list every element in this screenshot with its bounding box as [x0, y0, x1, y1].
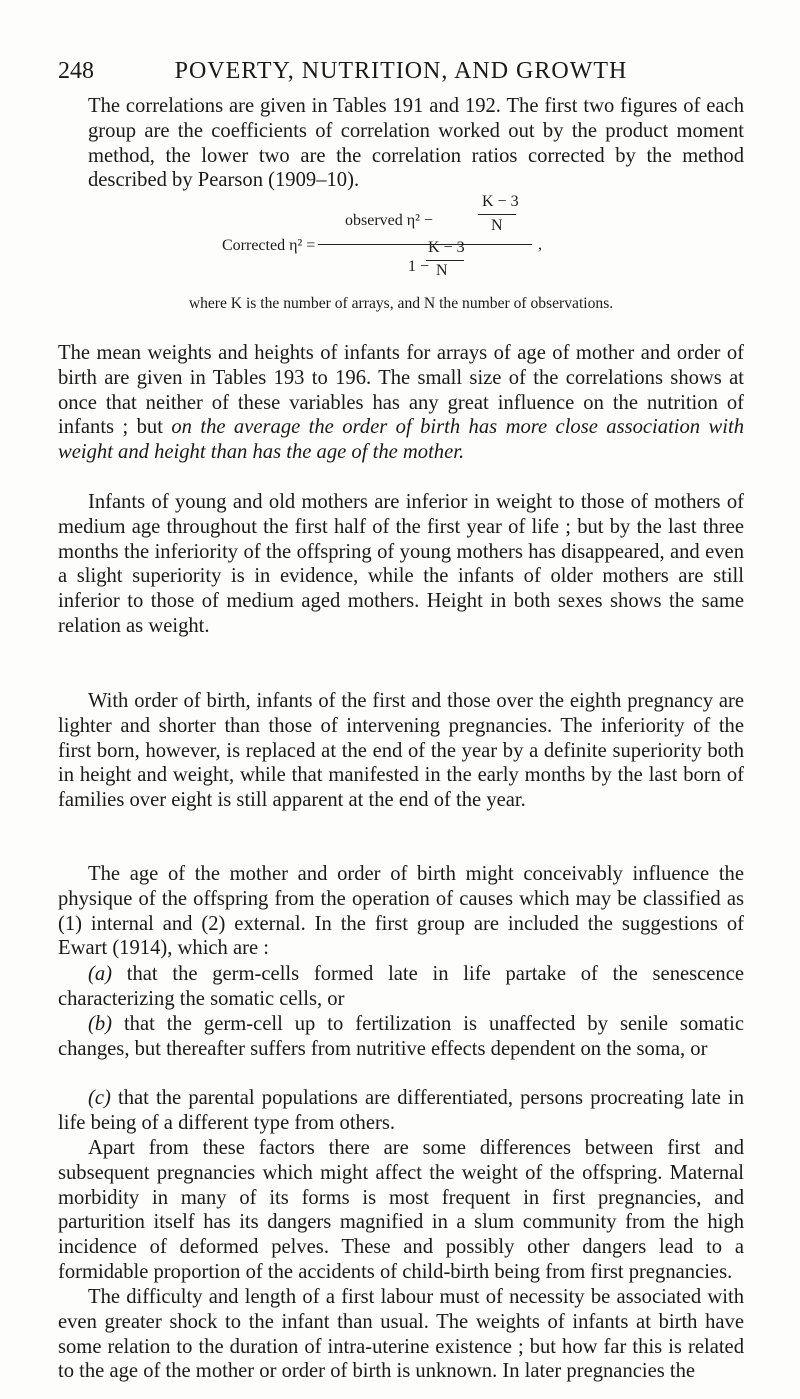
page-number: 248 [58, 58, 94, 84]
paragraph-young-old-mothers: Infants of young and old mothers are inferior in weight to those of mothers of medium age throughout the first half of the first year of life ; but by the last three months the inferiority of the offspring of young mothers has disappeared, and even a slight superiority is in evidence, while the infants of older mothers are still inferior to those of medium aged mothers. Height in both sexes shows the same relation as weight. [58, 491, 744, 637]
emphasis-order-of-birth: on the average the order of birth has more close association with weight and height than has the age of the mother. [58, 416, 744, 464]
running-title: POVERTY, NUTRITION, AND GROWTH [174, 58, 628, 84]
formula-label: Corrected η² = [222, 237, 316, 254]
formula-den-frac-top: K − 3 [428, 239, 465, 256]
paragraph-first-labour: The difficulty and length of a first labour must of necessity be associated with even greater shock to the infant than usual. The weights of infants at birth have some relation to the duration of intra-uterine existence ; but how far this is related to the age of the mother or order of birth is unknown. In later pregnancies the [58, 1286, 744, 1383]
formula-num-frac-bar [478, 214, 516, 215]
list-item-b: (b) that the germ-cell up to fertilization is unaffected by senile somatic changes, but thereafter suffers from nutritive effects dependent on the soma, or [58, 1013, 744, 1060]
formula-den-frac-bottom: N [436, 262, 448, 279]
paragraph-mean-weights: The mean weights and heights of infants for arrays of age of mother and order of birth are given in Tables 193 to 196. The small size of the correlations shows at once that neither of these variables has any great influence on the nutrition of infants ; but on the average the order of birth has more close association with weight and height than has the age of the mother. [58, 342, 744, 464]
formula-den-frac-bar [426, 260, 464, 261]
formula-main-bar [318, 244, 532, 245]
page-header [58, 58, 744, 88]
paragraph-first-pregnancies: Apart from these factors there are some differences between first and subsequent pregnancies which might affect the weight of the offspring. Maternal morbidity in many of its forms is most frequent in first pregnancies, and parturition itself has its dangers magnified in a slum community from the high incidence of deformed pelves. These and possibly other dangers lead to a formidable proportion of the accidents of child-birth being from first pregnancies. [58, 1137, 744, 1283]
formula-denominator: 1 − [408, 258, 430, 275]
formula-numerator: observed η² − [345, 212, 433, 229]
formula-note: where K is the number of arrays, and N the number of observations. [188, 295, 614, 312]
formula-comma: , [538, 236, 542, 253]
corrected-eta-formula [0, 192, 800, 284]
paragraph-order-of-birth: With order of birth, infants of the first and those over the eighth pregnancy are lighter and shorter than those of intervening pregnancies. The inferiority of the first born, however, is replaced at the end of the year by a definite superiority both in height and weight, while that manifested in the early months by the last born of families over eight is still apparent at the end of the year. [58, 690, 744, 812]
formula-num-frac-bottom: N [491, 217, 503, 234]
formula-num-frac-top: K − 3 [482, 193, 519, 210]
paragraph-correlations: The correlations are given in Tables 191 and 192. The first two figures of each group are the coefficients of correlation worked out by the product moment method, the lower two are the correlation ratios corrected by the method described by Pearson (1909–10). [88, 95, 744, 192]
paragraph-causes: The age of the mother and order of birth might conceivably influence the physique of the offspring from the operation of causes which may be classified as (1) internal and (2) external. In the first group are included the suggestions of Ewart (1914), which are : [58, 863, 744, 960]
list-item-a: (a) that the germ-cells formed late in life partake of the senescence characterizing the somatic cells, or [58, 963, 744, 1010]
list-item-c: (c) that the parental populations are differentiated, persons procreating late in life being of a different type from others. [58, 1087, 744, 1134]
